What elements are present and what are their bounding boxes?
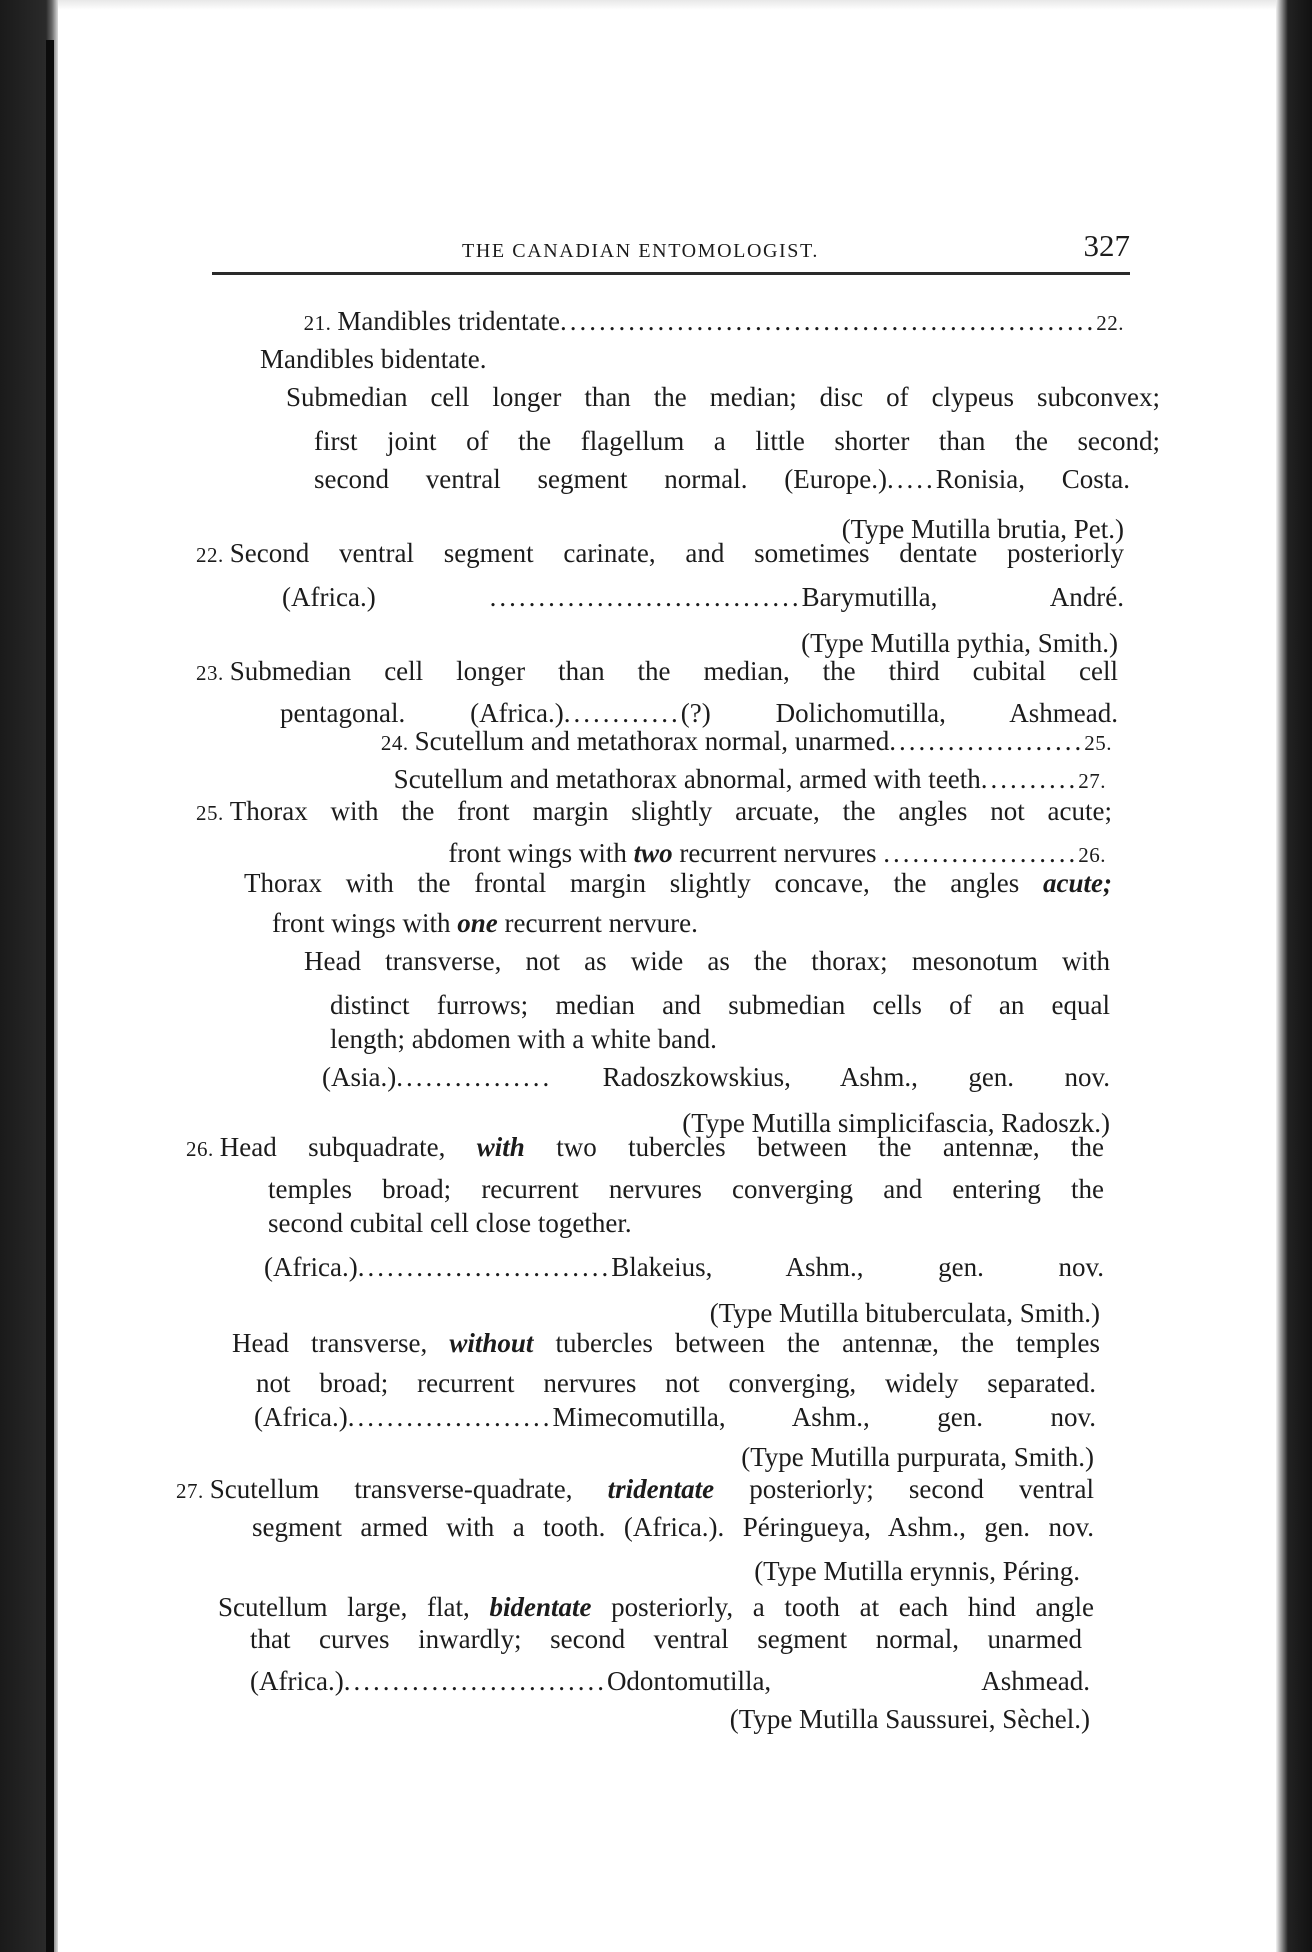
emphasis-text: without: [449, 1328, 534, 1358]
key-line: [330, 1022, 1110, 1056]
line-text: length; abdomen with a white band.: [330, 1024, 717, 1054]
line-text: Thorax with the front margin slightly arcuate, the angles not acute;: [229, 796, 1112, 826]
line-text: that curves inwardly; second ventral segment normal, unarmed: [250, 1624, 1082, 1654]
line-text: tubercles between the antennæ, the temples: [533, 1328, 1100, 1358]
key-number: 27.: [176, 1479, 204, 1503]
line-text: Submedian cell longer than the median; disc of clypeus subconvex;: [286, 382, 1160, 412]
key-line: [330, 988, 1110, 1022]
key-line: [322, 1060, 1110, 1094]
key-line: [268, 1172, 1104, 1206]
key-line: [176, 1472, 1094, 1508]
key-line: [282, 580, 1124, 614]
line-text: recurrent nervure.: [497, 908, 698, 938]
line-text: Scutellum and metathorax abnormal, armed with teeth: [393, 764, 981, 794]
line-text: Mimecomutilla, Ashm., gen. nov.: [552, 1402, 1096, 1432]
leader-dots: .....................: [347, 1402, 553, 1432]
line-text: second ventral segment normal. (Europe.): [314, 464, 887, 494]
key-number: 22.: [196, 543, 224, 567]
key-line: [250, 1664, 1090, 1698]
running-header: [212, 228, 1130, 272]
line-text: (Africa.): [264, 1252, 358, 1282]
key-line: [204, 304, 1130, 340]
key-line: [314, 462, 1130, 496]
key-line: [272, 906, 1112, 940]
page-number: 327: [1083, 228, 1130, 263]
key-number: 26.: [1078, 843, 1106, 867]
key-number: 25.: [1084, 731, 1112, 755]
line-text: first joint of the flagellum a little shorter than the second;: [314, 426, 1160, 456]
line-text: Scutellum large, flat,: [218, 1592, 490, 1622]
page-edge-top: [0, 0, 1312, 10]
leader-dots: ............: [563, 698, 681, 728]
line-text: Blakeius, Ashm., gen. nov.: [611, 1252, 1104, 1282]
running-title: THE CANADIAN ENTOMOLOGIST.: [462, 240, 819, 262]
key-number: 21.: [303, 311, 332, 335]
line-text: Odontomutilla, Ashmead.: [606, 1666, 1090, 1696]
leader-dots: ...........................: [343, 1666, 607, 1696]
key-line: [244, 762, 1112, 798]
line-text: (Type Mutilla pythia, Smith.): [801, 628, 1118, 658]
line-text: posteriorly; second ventral: [714, 1474, 1094, 1504]
line-text: (?) Dolichomutilla, Ashmead.: [680, 698, 1118, 728]
line-text: (Africa.): [282, 582, 490, 612]
key-line: [250, 1622, 1082, 1656]
line-text: recurrent nervures: [672, 838, 884, 868]
line-text: Head transverse, not as wide as the thorax; mesonotum with: [304, 946, 1110, 976]
page-edge-right: [1276, 0, 1312, 1952]
key-line: [600, 1296, 1100, 1330]
leader-dots: ....................: [883, 838, 1079, 868]
line-text: Radoszkowskius, Ashm., gen. nov.: [552, 1062, 1110, 1092]
line-text: Mandibles tridentate: [337, 306, 560, 336]
key-line: [264, 1250, 1104, 1284]
line-text: (Type Mutilla simplicifascia, Radoszk.): [682, 1108, 1110, 1138]
key-line: [186, 1130, 1104, 1166]
key-line: [314, 424, 1160, 458]
leader-dots: .......................................................: [560, 306, 1097, 336]
emphasis-text: one: [457, 908, 498, 938]
leader-dots: .....: [886, 464, 936, 494]
line-text: (Type Mutilla erynnis, Péring.: [754, 1556, 1080, 1586]
key-number: 25.: [196, 801, 224, 825]
key-line: [304, 944, 1110, 978]
emphasis-text: bidentate: [489, 1592, 592, 1622]
line-text: temples broad; recurrent nervures converging and entering the: [268, 1174, 1104, 1204]
leader-dots: ................................: [489, 582, 802, 612]
line-text: (Africa.): [250, 1666, 344, 1696]
line-text: Ronisia, Costa.: [935, 464, 1131, 494]
leader-dots: ..........: [980, 764, 1079, 794]
emphasis-text: two: [633, 838, 673, 868]
line-text: posteriorly, a tooth at each hind angle: [591, 1592, 1094, 1622]
line-text: front wings with: [272, 908, 458, 938]
line-text: Thorax with the frontal margin slightly concave, the angles: [244, 868, 1044, 898]
key-line: [256, 1366, 1096, 1400]
line-text: segment armed with a tooth. (Africa.). Péringueya, Ashm., gen. nov.: [252, 1512, 1094, 1542]
line-text: second cubital cell close together.: [268, 1208, 632, 1238]
header-rule: [212, 272, 1130, 275]
line-text: pentagonal. (Africa.): [280, 698, 564, 728]
leader-dots: ..........................: [357, 1252, 612, 1282]
key-line: [196, 536, 1124, 572]
line-text: Mandibles bidentate.: [260, 344, 487, 374]
key-line: [196, 794, 1112, 830]
emphasis-text: with: [476, 1132, 525, 1162]
line-text: Head transverse,: [232, 1328, 450, 1358]
line-text: Barymutilla, André.: [801, 582, 1124, 612]
line-text: two tubercles between the antennæ, the: [524, 1132, 1104, 1162]
line-text: not broad; recurrent nervures not converging, widely separated.: [256, 1368, 1096, 1398]
key-line: [252, 1510, 1094, 1544]
line-text: (Type Mutilla Saussurei, Sèchel.): [729, 1704, 1090, 1734]
line-text: Scutellum transverse-quadrate,: [209, 1474, 608, 1504]
line-text: distinct furrows; median and submedian cells of an equal: [330, 990, 1110, 1020]
key-number: 22.: [1096, 311, 1124, 335]
line-text: front wings with: [448, 838, 634, 868]
line-text: (Asia.): [322, 1062, 397, 1092]
key-line: [244, 866, 1112, 900]
line-text: Submedian cell longer than the median, the third cubital cell: [229, 656, 1118, 686]
key-line: [260, 342, 1130, 376]
key-line: [268, 1206, 1104, 1240]
key-number: 27.: [1078, 769, 1106, 793]
key-number: 24.: [380, 731, 409, 755]
emphasis-text: tridentate: [607, 1474, 715, 1504]
line-text: (Type Mutilla brutia, Pet.): [841, 514, 1124, 544]
key-line: [196, 724, 1118, 760]
key-line: [218, 1590, 1094, 1624]
key-line: [600, 1440, 1094, 1474]
key-line: [286, 380, 1160, 414]
binding-edge: [46, 40, 54, 1952]
key-line: [600, 1554, 1080, 1588]
leader-dots: ....................: [889, 726, 1085, 756]
key-line: [254, 1400, 1096, 1434]
line-text: Head subquadrate,: [219, 1132, 477, 1162]
emphasis-text: acute;: [1043, 868, 1112, 898]
key-line: [232, 1326, 1100, 1360]
line-text: Second ventral segment carinate, and sometimes dentate posteriorly: [229, 538, 1124, 568]
leader-dots: ................: [396, 1062, 553, 1092]
key-line: [600, 1702, 1090, 1736]
key-number: 23.: [196, 661, 224, 685]
line-text: (Type Mutilla bituberculata, Smith.): [709, 1298, 1100, 1328]
line-text: (Type Mutilla purpurata, Smith.): [741, 1442, 1094, 1472]
key-line: [196, 654, 1118, 690]
key-number: 26.: [186, 1137, 214, 1161]
line-text: (Africa.): [254, 1402, 348, 1432]
line-text: Scutellum and metathorax normal, unarmed: [414, 726, 890, 756]
